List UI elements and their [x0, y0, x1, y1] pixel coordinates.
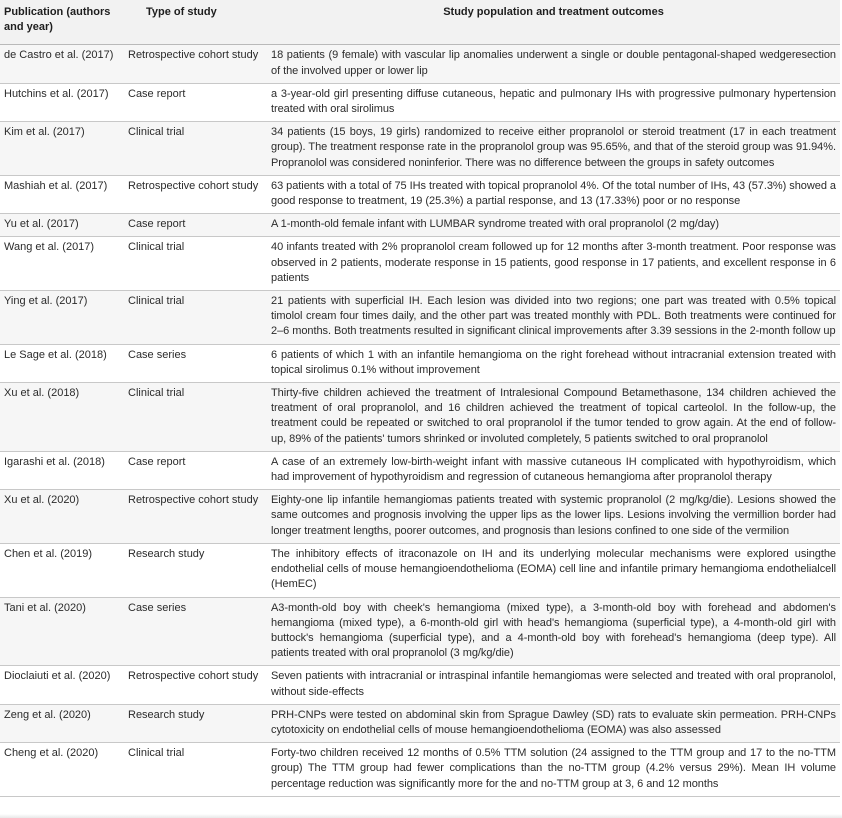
table-row	[0, 45, 840, 83]
cell-type: Case report	[122, 214, 267, 237]
table-row	[0, 122, 840, 176]
cell-publication: Chen et al. (2019)	[0, 543, 122, 597]
cell-publication: Dioclaiuti et al. (2020)	[0, 666, 122, 704]
cell-population: 40 infants treated with 2% propranolol cream followed up for 12 months after 3-month treatment. Poor response was observed in 2 patients, moderate response in 15 patients, good response in 17 patients, and excellent response in 6 patients	[267, 237, 840, 291]
cell-type: Retrospective cohort study	[122, 490, 267, 544]
cell-publication: Cheng et al. (2020)	[0, 743, 122, 797]
cell-population: a 3-year-old girl presenting diffuse cutaneous, hepatic and pulmonary IHs with progressive pulmonary hypertension treated with oral sirolimus	[267, 83, 840, 121]
cell-population: A3-month-old boy with cheek's hemangioma (mixed type), a 3-month-old boy with forehead and abdomen's hemangioma (mixed type), a 6-month-old girl with head's hemangioma (superficial type), a 4-month-old girl with buttock's hemangioma (superficial type), and a 4-month-old boy with forehead's hemangioma (deep type). All patients treated with oral propranolol (3 mg/kg/die)	[267, 597, 840, 666]
page-edge	[0, 814, 842, 818]
cell-publication: Kim et al. (2017)	[0, 122, 122, 176]
cell-publication: Le Sage et al. (2018)	[0, 344, 122, 382]
cell-publication: Hutchins et al. (2017)	[0, 83, 122, 121]
table-row	[0, 237, 840, 291]
cell-type: Retrospective cohort study	[122, 45, 267, 83]
cell-population: 18 patients (9 female) with vascular lip anomalies underwent a single or double pentagonal-shaped wedgeresection of the involved upper or lower lip	[267, 45, 840, 83]
cell-publication: Wang et al. (2017)	[0, 237, 122, 291]
cell-publication: Ying et al. (2017)	[0, 291, 122, 345]
cell-type: Research study	[122, 543, 267, 597]
cell-type: Clinical trial	[122, 237, 267, 291]
table-row	[0, 83, 840, 121]
table-row	[0, 344, 840, 382]
cell-type: Clinical trial	[122, 122, 267, 176]
cell-population: Seven patients with intracranial or intraspinal infantile hemangiomas were selected and treated with oral propranolol, without side-effects	[267, 666, 840, 704]
cell-publication: Zeng et al. (2020)	[0, 704, 122, 742]
table-row	[0, 291, 840, 345]
cell-population: 34 patients (15 boys, 19 girls) randomized to receive either propranolol or steroid treatment (17 in each treatment group). The treatment response rate in the propranolol group was 95.65%, and that of the steroid group was 91.94%. Propranolol was considered noninferior. There was no difference between the groups in safety outcomes	[267, 122, 840, 176]
cell-population: PRH-CNPs were tested on abdominal skin from Sprague Dawley (SD) rats to evaluate skin permeation. PRH-CNPs cytotoxicity on endothelial cells of mouse hemangioendothelioma (EOMA) was also assessed	[267, 704, 840, 742]
cell-type: Retrospective cohort study	[122, 175, 267, 213]
header-population: Study population and treatment outcomes	[267, 0, 840, 45]
header-publication: Publication (authors and year)	[0, 0, 122, 45]
cell-population: A 1-month-old female infant with LUMBAR syndrome treated with oral propranolol (2 mg/day)	[267, 214, 840, 237]
table-row	[0, 704, 840, 742]
header-type: Type of study	[122, 0, 267, 45]
cell-type: Clinical trial	[122, 383, 267, 452]
cell-population: 21 patients with superficial IH. Each lesion was divided into two regions; one part was treated with 0.5% topical timolol cream four times daily, and the other part was treated monthly with PDL. Both treatments were continued for 2–6 months. Both treatments resulted in significant clinical improvements after 3.39 sessions in the 2-month follow up	[267, 291, 840, 345]
cell-type: Research study	[122, 704, 267, 742]
cell-population: Thirty-five children achieved the treatment of Intralesional Compound Betamethasone, 134 children achieved the treatment of oral propranolol, and 16 children achieved the treatment of topical carteolol. In the follow-up, the treatment could be repeated or switched to oral propranolol if the tumor tended to grow again. At the end of follow- up, 89% of the patients' tumors shrinked or involuted completely, 5 patients switched to oral propranolol	[267, 383, 840, 452]
table-row	[0, 214, 840, 237]
cell-type: Clinical trial	[122, 743, 267, 797]
cell-publication: de Castro et al. (2017)	[0, 45, 122, 83]
table-row	[0, 175, 840, 213]
table-body	[0, 45, 840, 796]
cell-population: 63 patients with a total of 75 IHs treated with topical propranolol 4%. Of the total number of IHs, 43 (57.3%) showed a good response to treatment, 19 (25.3%) a partial response, and 13 (17.33%) poor or no response	[267, 175, 840, 213]
cell-population: Eighty-one lip infantile hemangiomas patients treated with systemic propranolol (2 mg/kg/die). Lesions showed the same outcomes and prognosis involving the upper lips as the lower lips. Lesions involving the vermillion border had longer treatment lengths, poorer outcomes, and prognosis than lesions confined to one side of the vermilion	[267, 490, 840, 544]
cell-publication: Igarashi et al. (2018)	[0, 451, 122, 489]
table-header-row	[0, 0, 840, 45]
cell-publication: Tani et al. (2020)	[0, 597, 122, 666]
cell-publication: Xu et al. (2020)	[0, 490, 122, 544]
cell-population: Forty-two children received 12 months of 0.5% TTM solution (24 assigned to the TTM group and 17 to the no-TTM group) The TTM group had fewer complications than the no-TTM group (4.2% versus 29%). Mean IH volume percentage reduction was significantly more for the and no-TTM group at 3, 6 and 12 months	[267, 743, 840, 797]
cell-population: A case of an extremely low-birth-weight infant with massive cutaneous IH complicated with hypothyroidism, which had improvement of hypothyroidism and regression of cutaneous hemangioma after propranolol therapy	[267, 451, 840, 489]
table-row	[0, 666, 840, 704]
table-row	[0, 543, 840, 597]
cell-type: Case report	[122, 83, 267, 121]
table-row	[0, 383, 840, 452]
cell-type: Case series	[122, 597, 267, 666]
table-row	[0, 451, 840, 489]
cell-publication: Yu et al. (2017)	[0, 214, 122, 237]
cell-type: Retrospective cohort study	[122, 666, 267, 704]
cell-type: Case report	[122, 451, 267, 489]
table-row	[0, 490, 840, 544]
cell-publication: Xu et al. (2018)	[0, 383, 122, 452]
cell-publication: Mashiah et al. (2017)	[0, 175, 122, 213]
table-row	[0, 743, 840, 797]
cell-population: The inhibitory effects of itraconazole on IH and its underlying molecular mechanisms were explored usingthe endothelial cells of mouse hemangioendothelioma (EOMA) cell line and infantile primary hemangioma endothelialcell (HemEC)	[267, 543, 840, 597]
cell-type: Case series	[122, 344, 267, 382]
cell-population: 6 patients of which 1 with an infantile hemangioma on the right forehead without intracranial extension treated with topical sirolimus 0.1% without improvement	[267, 344, 840, 382]
cell-type: Clinical trial	[122, 291, 267, 345]
table-row	[0, 597, 840, 666]
